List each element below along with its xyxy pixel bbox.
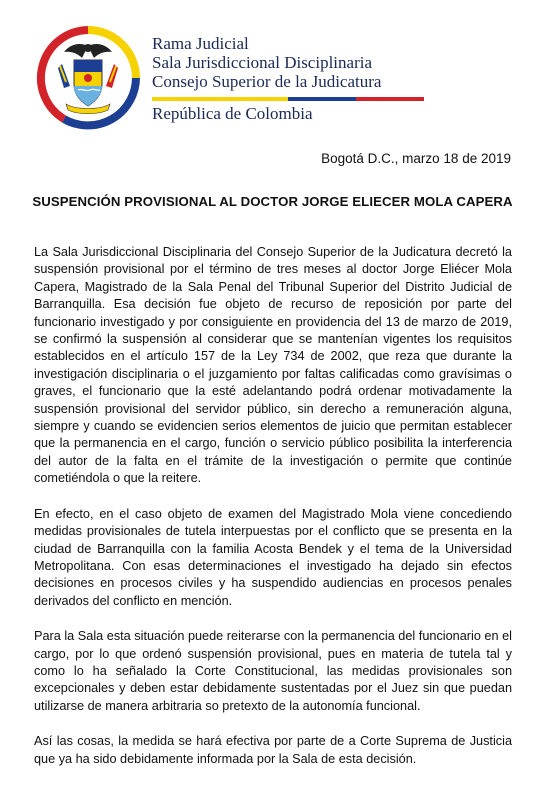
institution-line-consejo: Consejo Superior de la Judicatura bbox=[152, 72, 382, 91]
document-title: SUSPENCIÓN PROVISIONAL AL DOCTOR JORGE ELIECER MOLA CAPERA bbox=[32, 194, 513, 209]
flag-blue-band bbox=[288, 97, 356, 101]
paragraph: Así las cosas, la medida se hará efectiva por parte de a Corte Suprema de Justicia que ya ha sido debidamente informada por la Sala de esta decisión. bbox=[34, 734, 512, 766]
paragraph: Para la Sala esta situación puede reiterarse con la permanencia del funcionario en el cargo, por lo que ordenó suspensión provisional, pues en materia de tutela tal y como lo ha señalado la Corte Constitucional, las medidas provisionales son excepcionales y deben estar debidamente sustentadas por el Juez sin que puedan utilizarse de manera arbitraria so pretexto de la autonomía funcional. bbox=[34, 629, 512, 713]
republic-name: República de Colombia bbox=[152, 104, 313, 123]
flag-divider bbox=[152, 97, 424, 101]
institution-line-rama: Rama Judicial bbox=[152, 34, 249, 53]
date-line: Bogotá D.C., marzo 18 de 2019 bbox=[321, 151, 511, 166]
letterhead bbox=[34, 24, 504, 134]
paragraph: La Sala Jurisdiccional Disciplinaria del Consejo Superior de la Judicatura decretó la suspensión provisional por el término de tres meses al doctor Jorge Eliécer Mola Capera, Magistrado de la Sala Penal del Tribunal Superior del Distrito Judicial de Barranquilla. Esa decisión fue objeto de recurso de reposición por parte del funcionario investigado y por consiguiente en providencia del 13 de marzo de 2019, se confirmó la suspensión al considerar que se mantenían vigentes los requisitos establecidos en el artículo 157 de la Ley 734 de 2002, que reza que durante la investigación disciplinaria o el juzgamiento por faltas calificadas como gravísimas o graves, el funcionario que la esté adelantando podrá ordenar motivadamente la suspensión provisional del servidor público, sin derecho a remuneración alguna, siempre y cuando se evidencien serios elementos de juicio que permitan establecer que la permanencia en el cargo, función o servicio público posibilita la interferencia del autor de la falta en el trámite de la investigación o permite que continúe cometiéndola o que la reitere. bbox=[34, 245, 512, 486]
institution-line-sala: Sala Jurisdiccional Disciplinaria bbox=[152, 53, 372, 72]
institution-name bbox=[152, 34, 381, 91]
paragraph: En efecto, en el caso objeto de examen del Magistrado Mola viene concediendo medidas provisionales de tutela interpuestas por el conflicto que se presenta en la ciudad de Barranquilla con la familia Acosta Bendek y el tema de la Universidad Metropolitana. Con esas determinaciones el investigado ha dejado sin efectos decisiones en procesos civiles y ha suspendido audiencias en procesos penales derivados del conflicto en mención. bbox=[34, 506, 512, 608]
document-body bbox=[34, 244, 512, 786]
flag-red-band bbox=[356, 97, 424, 101]
flag-yellow-band bbox=[152, 97, 288, 101]
coat-of-arms-seal-icon bbox=[34, 24, 142, 132]
